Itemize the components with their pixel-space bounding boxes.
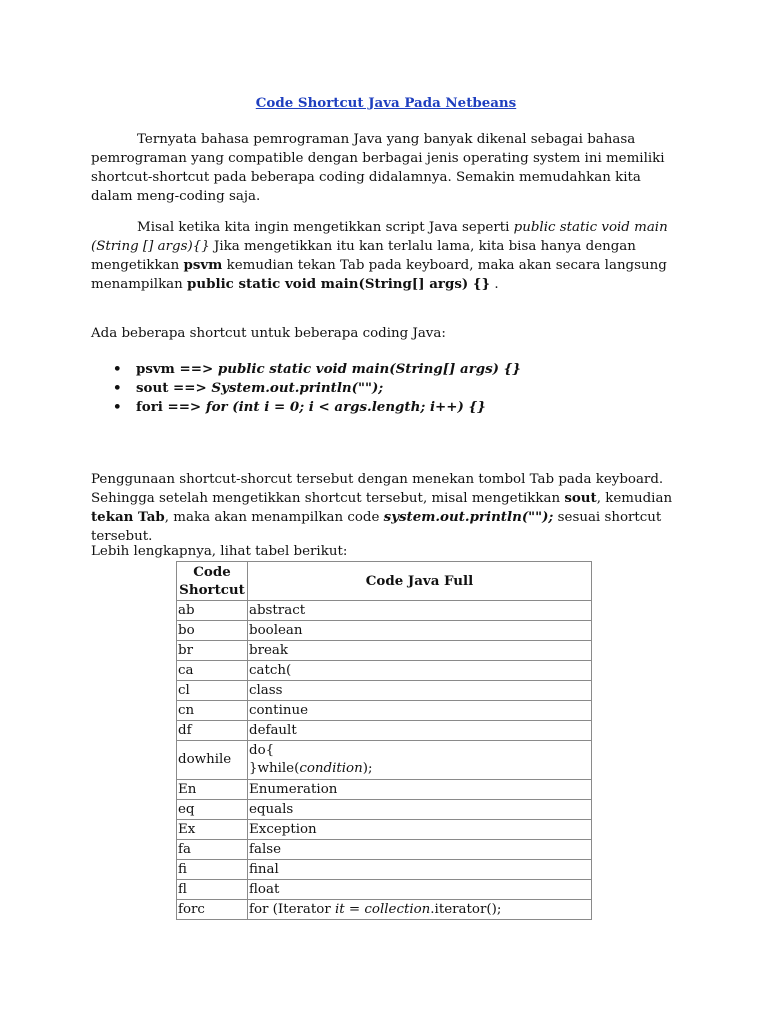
java-cell: break	[248, 641, 592, 661]
shortcut-cell: forc	[177, 900, 248, 920]
code-italic: condition	[299, 761, 363, 776]
bold-italic-code: system.out.println("");	[383, 509, 554, 525]
table-row	[177, 681, 592, 701]
italic-code: public static void main (String [] args){}	[91, 220, 668, 254]
code-text: );	[362, 761, 373, 776]
text: Penggunaan shortcut-shorcut tersebut dengan menekan tombol Tab pada keyboard. Sehingga setelah mengetikkan shortcut tersebut, misal mengetikkan	[91, 472, 664, 506]
text: , maka akan menampilkan code	[164, 510, 384, 525]
code-text: for (Iterator	[249, 902, 335, 917]
shortcut-cell: Ex	[177, 820, 248, 840]
shortcut-key: sout ==>	[136, 380, 212, 396]
table-row	[177, 721, 592, 741]
java-cell: final	[248, 860, 592, 880]
java-cell: false	[248, 840, 592, 860]
shortcut-code: System.out.println("");	[211, 380, 384, 396]
java-cell: catch(	[248, 661, 592, 681]
java-cell: equals	[248, 800, 592, 820]
header-code-shortcut: Code Shortcut	[177, 562, 248, 601]
java-cell	[248, 741, 592, 780]
code-italic: it	[334, 902, 345, 917]
text: sesuai shortcut tersebut.	[91, 510, 662, 544]
table-row	[177, 701, 592, 721]
table-row	[177, 780, 592, 800]
shortcut-key: fori ==>	[136, 399, 206, 415]
shortcut-cell: br	[177, 641, 248, 661]
bold-code: public static void main(String[] args) {}	[187, 276, 491, 292]
text: Jika mengetikkan itu kan terlalu lama, kita bisa hanya dengan mengetikkan	[91, 239, 636, 273]
table-row	[177, 601, 592, 621]
list-item	[91, 379, 681, 398]
java-cell: Exception	[248, 820, 592, 840]
java-cell: abstract	[248, 601, 592, 621]
text: .	[490, 277, 499, 292]
shortcut-table	[176, 561, 592, 920]
shortcut-key: psvm ==>	[136, 361, 218, 377]
shortcut-intro: Ada beberapa shortcut untuk beberapa coding Java:	[91, 326, 446, 341]
code-text: .iterator();	[430, 902, 502, 917]
shortcut-cell: eq	[177, 800, 248, 820]
table-row	[177, 661, 592, 681]
table-row	[177, 800, 592, 820]
usage-paragraph	[91, 470, 681, 546]
java-cell	[248, 900, 592, 920]
table-row	[177, 820, 592, 840]
code-text: }while(	[249, 761, 300, 776]
table-row	[177, 741, 592, 780]
table-row	[177, 880, 592, 900]
table-header-row	[177, 562, 592, 601]
java-cell: Enumeration	[248, 780, 592, 800]
java-cell: default	[248, 721, 592, 741]
list-item	[91, 360, 681, 379]
java-cell: continue	[248, 701, 592, 721]
bold-shortcut: psvm	[183, 257, 223, 273]
bullet-icon: •	[113, 399, 122, 415]
intro-paragraph: Ternyata bahasa pemrograman Java yang banyak dikenal sebagai bahasa pemrograman yang compatible dengan berbagai jenis operating system ini memiliki shortcut-shortcut pada beberapa coding didalamnya. Semakin memudahkan kita dalam meng-coding saja.	[91, 132, 665, 204]
shortcut-cell: fa	[177, 840, 248, 860]
table-intro: Lebih lengkapnya, lihat tabel berikut:	[91, 544, 348, 559]
shortcut-code: public static void main(String[] args) {}	[217, 361, 521, 377]
java-cell: class	[248, 681, 592, 701]
bullet-icon: •	[113, 380, 122, 396]
shortcut-cell: En	[177, 780, 248, 800]
shortcut-list	[91, 360, 681, 417]
shortcut-cell: bo	[177, 621, 248, 641]
table-row	[177, 900, 592, 920]
header-code-java-full: Code Java Full	[248, 562, 592, 601]
shortcut-cell: dowhile	[177, 741, 248, 780]
table-row	[177, 641, 592, 661]
shortcut-code: for (int i = 0; i < args.length; i++) {}	[205, 399, 486, 415]
shortcut-cell: fi	[177, 860, 248, 880]
bold-key: tekan Tab	[91, 509, 165, 525]
shortcut-cell: cl	[177, 681, 248, 701]
text: , kemudian	[596, 491, 673, 506]
document-title[interactable]: Code Shortcut Java Pada Netbeans	[255, 95, 517, 111]
table-row	[177, 840, 592, 860]
example-paragraph	[91, 218, 681, 294]
shortcut-cell: df	[177, 721, 248, 741]
code-line: do{	[249, 743, 275, 758]
java-cell: float	[248, 880, 592, 900]
code-italic: collection	[364, 902, 431, 917]
code-text: =	[344, 902, 365, 917]
text: kemudian tekan Tab pada keyboard, maka akan secara langsung menampilkan	[91, 258, 667, 292]
list-item	[91, 398, 681, 417]
bold-shortcut: sout	[564, 490, 597, 506]
bullet-icon: •	[113, 361, 122, 377]
shortcut-cell: ab	[177, 601, 248, 621]
shortcut-cell: ca	[177, 661, 248, 681]
table-row	[177, 860, 592, 880]
table-row	[177, 621, 592, 641]
java-cell: boolean	[248, 621, 592, 641]
shortcut-cell: fl	[177, 880, 248, 900]
text: Misal ketika kita ingin mengetikkan script Java seperti	[137, 220, 514, 235]
shortcut-cell: cn	[177, 701, 248, 721]
